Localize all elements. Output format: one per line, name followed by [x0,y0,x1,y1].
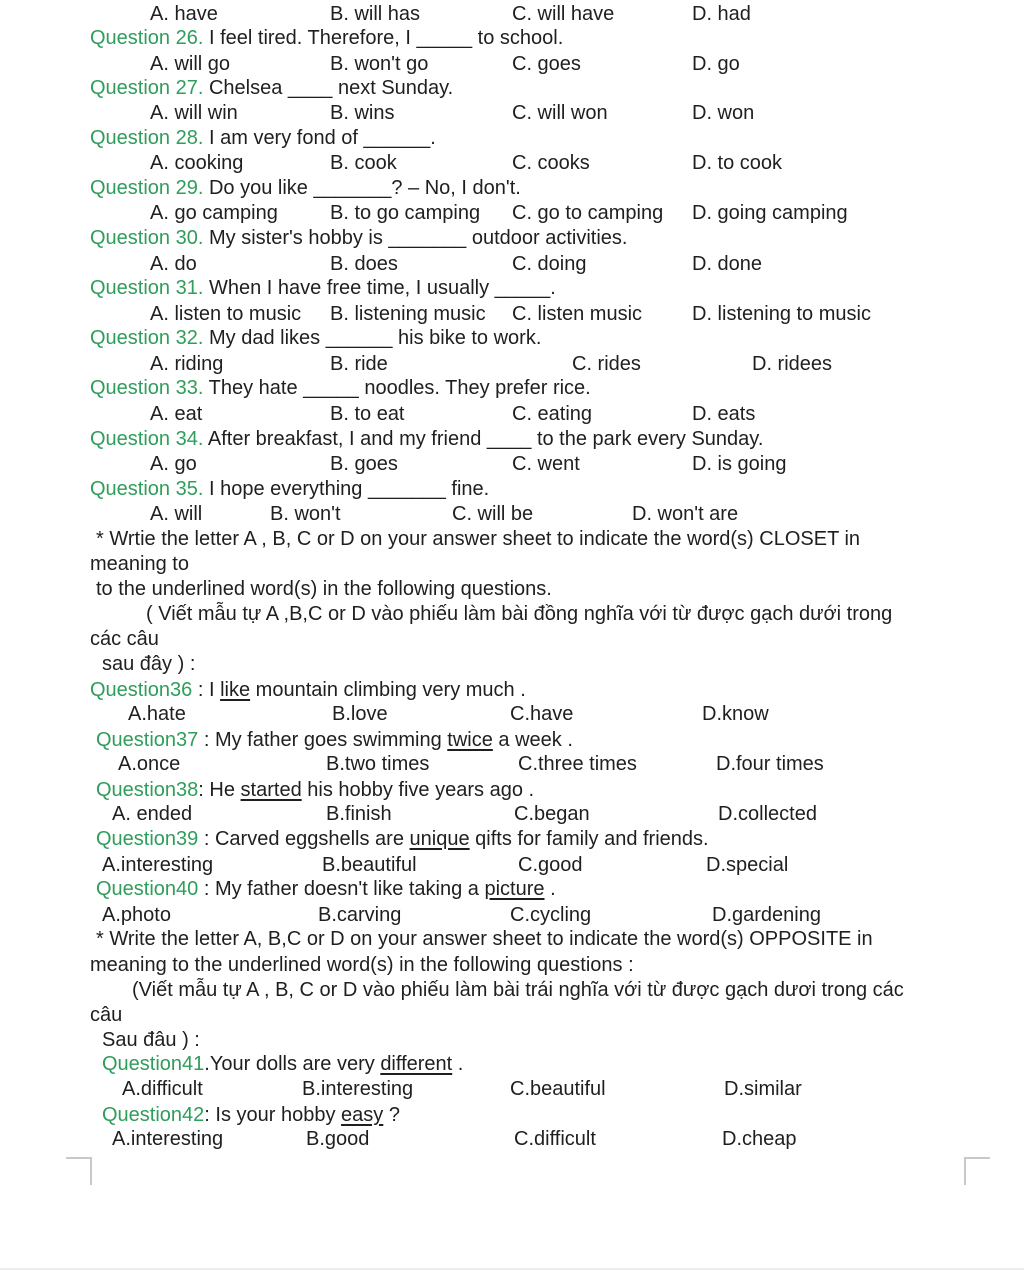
question-35: Question 35. I hope everything _______ fine. [90,478,490,500]
question-37: Question37 : My father goes swimming twice a week . [96,729,573,751]
q35-option-a: A. will [150,503,203,525]
question-label: Question 28. [90,127,204,149]
question-label: Question42 [102,1104,205,1126]
section-opposite-instruction-cont: meaning to the underlined word(s) in the following questions : [90,954,634,976]
q33-option-b: B. to eat [330,403,405,425]
answer-blank: ______ [363,127,431,149]
section-closest-instruction: * Wrtie the letter A , B, C or D on your answer sheet to indicate the word(s) CLOSET in [96,528,861,550]
q27-option-a: A. will win [150,102,238,124]
q29-option-b: B. to go camping [330,202,481,224]
q35-option-b: B. won't [270,503,341,525]
q41-option-c: C.beautiful [510,1078,606,1100]
question-34: Question 34. After breakfast, I and my friend ____ to the park every Sunday. [90,428,764,450]
q37-option-a: A.once [118,753,181,775]
q30-option-a: A. do [150,253,197,275]
q38-option-a: A. ended [112,803,193,825]
q38-option-d: D.collected [718,803,817,825]
question-label: Question 30. [90,227,204,249]
q41-option-d: D.similar [724,1078,802,1100]
q32-option-c: C. rides [572,353,641,375]
q29-option-d: D. going camping [692,202,848,224]
q33-option-a: A. eat [150,403,203,425]
question-label: Question 32. [90,327,204,349]
q30-option-c: C. doing [512,253,587,275]
q28-option-c: C. cooks [512,152,590,174]
q40-option-b: B.carving [318,904,402,926]
question-label: Question37 [96,729,199,751]
q31-option-a: A. listen to music [150,303,302,325]
q27-option-c: C. will won [512,102,608,124]
section-closest-vietnamese: ( Viết mẫu tự A ,B,C or D vào phiếu làm bài đồng nghĩa với từ được gạch dưới trong [146,603,893,625]
answer-blank: ______ [325,327,393,349]
question-31: Question 31. When I have free time, I usually _____. [90,277,556,299]
question-label: Question 34. [90,428,204,450]
q39-option-a: A.interesting [102,854,214,876]
q32-option-b: B. ride [330,353,388,375]
q41-option-b: B.interesting [302,1078,414,1100]
page-corner-mark-left [66,1157,92,1185]
q34-option-b: B. goes [330,453,398,475]
answer-blank: ____ [287,77,333,99]
question-label: Question40 [96,878,199,900]
q42-option-d: D.cheap [722,1128,797,1150]
question-label: Question 31. [90,277,204,299]
q28-option-d: D. to cook [692,152,783,174]
q26-option-b: B. won't go [330,53,429,75]
question-label: Question41 [102,1053,205,1075]
q28-option-a: A. cooking [150,152,244,174]
q27-option-b: B. wins [330,102,395,124]
underlined-word: like [220,679,251,701]
q31-option-b: B. listening music [330,303,486,325]
q25-option-a: A. have [150,3,218,25]
q38-option-b: B.finish [326,803,392,825]
section-opposite-vietnamese-cont: câu [90,1004,123,1026]
q34-option-c: C. went [512,453,580,475]
q40-option-d: D.gardening [712,904,821,926]
q25-option-d: D. had [692,3,751,25]
question-26: Question 26. I feel tired. Therefore, I _____ to school. [90,27,564,49]
q25-option-c: C. will have [512,3,615,25]
underlined-word: started [240,779,302,801]
section-closest-vietnamese-cont: sau đây ) : [102,653,196,675]
q32-option-d: D. ridees [752,353,833,375]
question-label: Question 26. [90,27,204,49]
section-closest-vietnamese-cont: các câu [90,628,159,650]
q26-option-a: A. will go [150,53,231,75]
question-39: Question39 : Carved eggshells are unique qifts for family and friends. [96,828,709,850]
q36-option-b: B.love [332,703,388,725]
question-30: Question 30. My sister's hobby is _______ outdoor activities. [90,227,628,249]
q37-option-c: C.three times [518,753,637,775]
q33-option-c: C. eating [512,403,593,425]
q34-option-a: A. go [150,453,197,475]
q33-option-d: D. eats [692,403,756,425]
section-opposite-vietnamese-cont: Sau đâu ) : [102,1029,200,1051]
q35-option-c: C. will be [452,503,534,525]
section-closest-instruction-cont: to the underlined word(s) in the following questions. [96,578,552,600]
question-29: Question 29. Do you like _______? – No, I don't. [90,177,521,199]
q41-option-a: A.difficult [122,1078,203,1100]
underlined-word: twice [447,729,493,751]
question-41: Question41.Your dolls are very different . [102,1053,464,1075]
question-32: Question 32. My dad likes ______ his bike to work. [90,327,542,349]
q36-option-a: A.hate [128,703,186,725]
q39-option-d: D.special [706,854,789,876]
page-bottom-divider [0,1268,1024,1270]
q32-option-a: A. riding [150,353,224,375]
section-opposite-vietnamese: (Viết mẫu tự A , B, C or D vào phiếu làm bài trái nghĩa với từ được gạch dươi trong các [132,979,904,1001]
underlined-word: different [380,1053,453,1075]
q40-option-c: C.cycling [510,904,592,926]
question-label: Question36 [90,679,193,701]
q38-option-c: C.began [514,803,590,825]
q36-option-c: C.have [510,703,574,725]
answer-blank: _____ [494,277,551,299]
question-label: Question 33. [90,377,204,399]
q30-option-d: D. done [692,253,763,275]
section-opposite-instruction: * Write the letter A, B,C or D on your answer sheet to indicate the word(s) OPPOSITE in [96,928,873,950]
q30-option-b: B. does [330,253,398,275]
underlined-word: unique [409,828,470,850]
question-label: Question 27. [90,77,204,99]
q42-option-c: C.difficult [514,1128,596,1150]
q26-option-d: D. go [692,53,740,75]
question-27: Question 27. Chelsea ____ next Sunday. [90,77,454,99]
question-label: Question 35. [90,478,204,500]
question-36: Question36 : I like mountain climbing very much . [90,679,526,701]
q34-option-d: D. is going [692,453,787,475]
q42-option-b: B.good [306,1128,370,1150]
answer-blank: ____ [486,428,532,450]
answer-blank: _____ [416,27,473,49]
q40-option-a: A.photo [102,904,171,926]
q35-option-d: D. won't are [632,503,739,525]
answer-blank: _______ [367,478,446,500]
q31-option-d: D. listening to music [692,303,871,325]
q26-option-c: C. goes [512,53,581,75]
q25-option-b: B. will has [330,3,421,25]
underlined-word: picture [484,878,545,900]
q28-option-b: B. cook [330,152,397,174]
answer-blank: _____ [303,377,359,399]
q39-option-b: B.beautiful [322,854,417,876]
question-label: Question39 [96,828,199,850]
q31-option-c: C. listen music [512,303,643,325]
q42-option-a: A.interesting [112,1128,224,1150]
page-corner-mark-right [964,1157,990,1185]
q39-option-c: C.good [518,854,583,876]
q29-option-a: A. go camping [150,202,278,224]
question-label: Question 29. [90,177,204,199]
answer-blank: _______ [388,227,467,249]
question-42: Question42: Is your hobby easy ? [102,1104,400,1126]
q27-option-d: D. won [692,102,755,124]
question-40: Question40 : My father doesn't like taking a picture . [96,878,556,900]
question-label: Question38 [96,779,199,801]
question-38: Question38: He started his hobby five years ago . [96,779,535,801]
section-closest-instruction-cont: meaning to [90,553,189,575]
answer-blank: _______ [313,177,392,199]
q37-option-d: D.four times [716,753,824,775]
q29-option-c: C. go to camping [512,202,664,224]
q36-option-d: D.know [702,703,769,725]
underlined-word: easy [341,1104,384,1126]
question-28: Question 28. I am very fond of ______. [90,127,436,149]
question-33: Question 33. They hate _____ noodles. They prefer rice. [90,377,591,399]
q37-option-b: B.two times [326,753,430,775]
